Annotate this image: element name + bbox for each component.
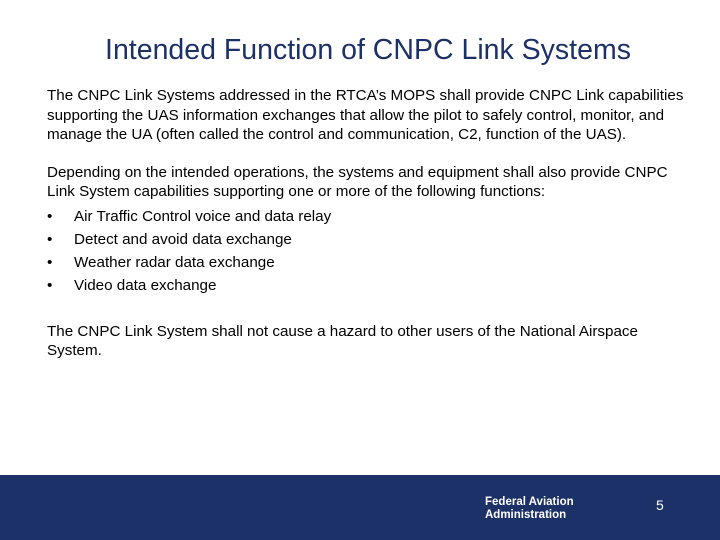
list-item [47,228,687,251]
list-item-text: Air Traffic Control voice and data relay [74,207,332,225]
list-item [47,205,687,228]
page-number: 5 [656,497,664,513]
bullet-icon: • [47,230,53,248]
slide-body [47,86,687,361]
footer-bar [0,475,720,540]
list-item-text: Weather radar data exchange [74,253,275,271]
agency-name [485,496,574,522]
bullet-icon: • [47,253,53,271]
functions-list [47,205,687,297]
paragraph-operations: Depending on the intended operations, the systems and equipment shall also provide CNPC Link System capabilities supporting one or more of the following functions: [47,163,668,200]
list-item-text: Detect and avoid data exchange [74,230,292,248]
bullet-icon: • [47,276,53,294]
bullet-icon: • [47,207,53,225]
agency-line-1: Federal Aviation [485,496,574,508]
agency-line-2: Administration [485,509,567,521]
paragraph-hazard: The CNPC Link System shall not cause a hazard to other users of the National Airspace System. [47,322,638,359]
list-item [47,274,687,297]
list-item-text: Video data exchange [74,276,217,294]
list-item [47,251,687,274]
slide-title: Intended Function of CNPC Link Systems [105,34,631,66]
paragraph-intended-function: The CNPC Link Systems addressed in the RTCA’s MOPS shall provide CNPC Link capabilities supporting the UAS information exchanges that allow the pilot to safely control, monitor, and manage the UA (often called the control and communication, C2, function of the UAS). [47,87,684,143]
